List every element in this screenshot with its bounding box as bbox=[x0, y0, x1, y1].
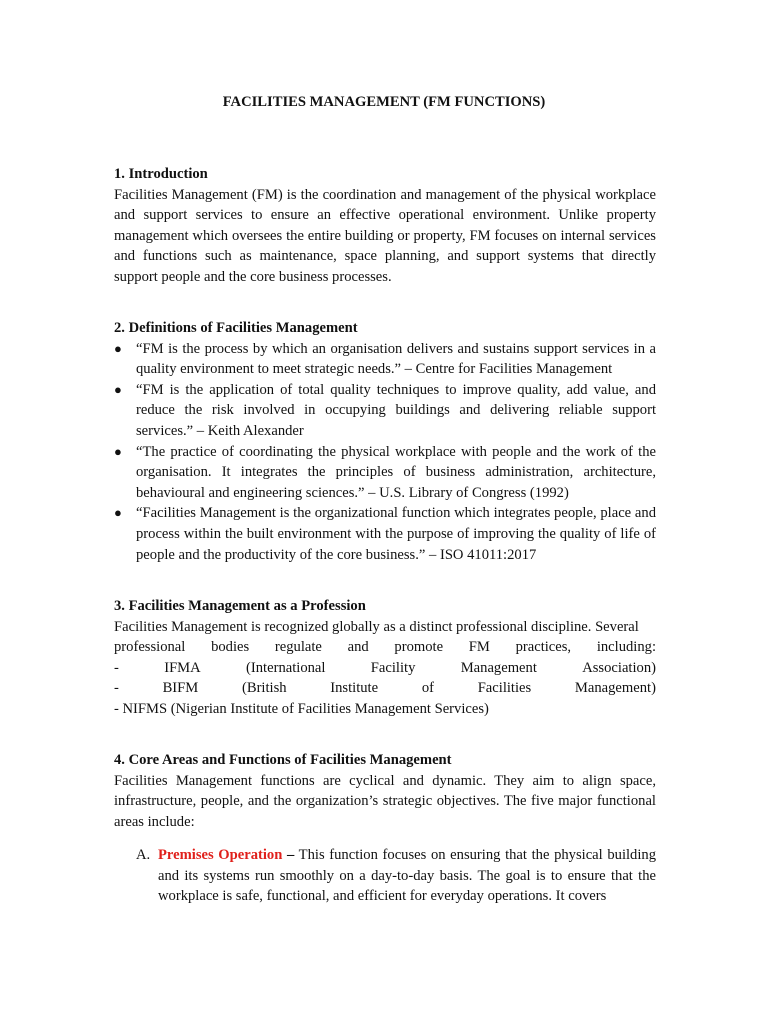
definitions-heading: 2. Definitions of Facilities Management bbox=[114, 320, 358, 336]
section-profession bbox=[114, 596, 656, 720]
core-areas-heading: 4. Core Areas and Functions of Facilities Management bbox=[114, 752, 452, 768]
bullet-icon: ● bbox=[114, 381, 122, 397]
professional-body-bifm: - BIFM (British Institute of Facilities Management) bbox=[114, 680, 656, 697]
list-marker: A. bbox=[136, 847, 151, 863]
core-functions-list bbox=[136, 845, 656, 907]
section-definitions bbox=[114, 318, 656, 565]
profession-heading: 3. Facilities Management as a Profession bbox=[114, 598, 366, 614]
definition-text: “FM is the process by which an organisation delivers and sustains support services in a quality environment to meet strategic needs.” – Centre for Facilities Management bbox=[136, 340, 656, 378]
list-item bbox=[114, 339, 656, 380]
function-title: Premises Operation bbox=[158, 847, 283, 863]
list-item bbox=[114, 442, 656, 504]
bullet-icon: ● bbox=[114, 443, 122, 459]
bullet-icon: ● bbox=[114, 340, 122, 356]
profession-line-2: professional bodies regulate and promote FM practices, including: bbox=[114, 639, 656, 656]
list-item bbox=[114, 503, 656, 565]
function-description: This function focuses on ensuring that the physical building and its systems run smoothly on a day-to-day basis. The goal is to ensure that the workplace is safe, functional, and efficient for everyday operations. It covers bbox=[158, 847, 656, 905]
definitions-list bbox=[114, 339, 656, 566]
definition-text: “Facilities Management is the organizational function which integrates people, place and process within the built environment with the purpose of improving the quality of life of people and the productivity of the core business.” – ISO 41011:2017 bbox=[136, 505, 656, 563]
section-introduction bbox=[114, 164, 656, 288]
professional-body-ifma: - IFMA (International Facility Management Association) bbox=[114, 659, 656, 676]
core-areas-body: Facilities Management functions are cyclical and dynamic. They aim to align space, infrastructure, people, and the organization’s strategic objectives. The five major functional areas include: bbox=[114, 772, 656, 830]
definition-text: “The practice of coordinating the physical workplace with people and the work of the organisation. It integrates the principles of business administration, architecture, behavioural and engineering sciences.” – U.S. Library of Congress (1992) bbox=[136, 443, 656, 501]
function-dash: – bbox=[282, 847, 295, 863]
introduction-body: Facilities Management (FM) is the coordination and management of the physical workplace and support services to ensure an effective operational environment. Unlike property management which oversees the entire building or property, FM focuses on internal services and functions such as maintenance, space planning, and support systems that directly support people and the core business processes. bbox=[114, 186, 656, 285]
list-item bbox=[136, 845, 656, 907]
document-title: FACILITIES MANAGEMENT (FM FUNCTIONS) bbox=[222, 94, 546, 110]
definition-text: “FM is the application of total quality techniques to improve quality, add value, and reduce the risk involved in occupying buildings and delivering reliable support services.” – Keith Alexander bbox=[136, 381, 656, 439]
professional-body-nifms: - NIFMS (Nigerian Institute of Facilities Management Services) bbox=[114, 700, 489, 717]
introduction-heading: 1. Introduction bbox=[114, 166, 208, 182]
section-core-areas bbox=[114, 750, 656, 832]
bullet-icon: ● bbox=[114, 505, 122, 521]
profession-line-1: Facilities Management is recognized globally as a distinct professional discipline. Several bbox=[114, 618, 639, 635]
list-item bbox=[114, 380, 656, 442]
